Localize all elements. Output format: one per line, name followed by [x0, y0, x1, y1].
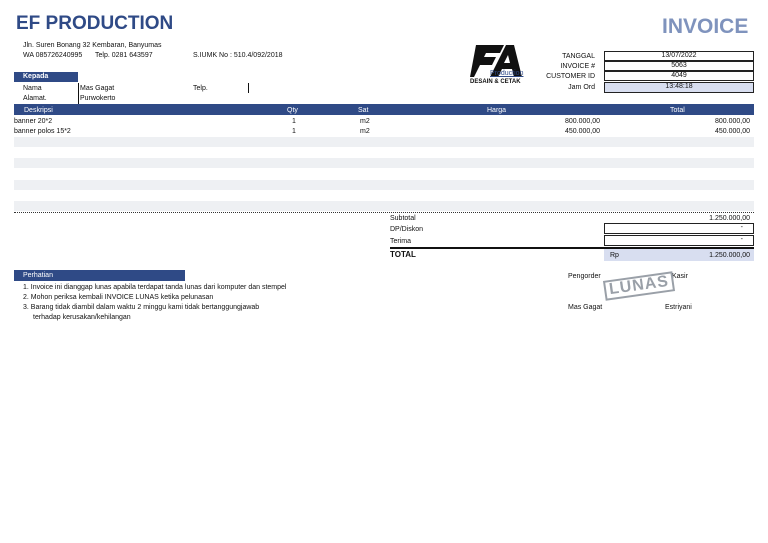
row1-harga: 800.000,00	[564, 118, 600, 125]
subtotal-label: Subtotal	[390, 215, 416, 222]
row2-sat: m2	[360, 128, 370, 135]
invoice-title: INVOICE	[662, 15, 749, 38]
company-telp: Telp. 0281 643597	[95, 52, 153, 59]
nama-value: Mas Gagat	[80, 85, 115, 92]
kepada-header: Kepada	[14, 72, 78, 82]
company-wa: WA 085726240995	[23, 52, 83, 59]
logo-production: Production	[490, 70, 524, 77]
company-logo	[470, 43, 532, 89]
total-value: 1.250.000,00	[709, 252, 750, 259]
empty-row	[14, 137, 754, 147]
table-header	[14, 104, 754, 115]
note-3: 3. Barang tidak diambil dalam waktu 2 minggu kami tidak bertanggungjawab	[23, 304, 260, 311]
telp-cursor	[248, 83, 249, 93]
invoice-number-value: 5063	[604, 61, 754, 71]
kasir-label: Kasir	[672, 273, 688, 280]
row1-sat: m2	[360, 118, 370, 125]
col-qty: Qty	[287, 107, 298, 114]
company-address: Jln. Suren Bonang 32 Kembaran, Banyumas	[23, 42, 162, 49]
kasir-name: Estriyani	[665, 304, 692, 311]
terima-label: Terima	[390, 238, 412, 245]
nama-label: Nama	[23, 85, 42, 92]
pengorder-name: Mas Gagat	[568, 304, 603, 311]
empty-row	[14, 158, 754, 168]
note-3-cont: terhadap kerusakan/kehilangan	[33, 314, 131, 321]
customer-id-value: 4049	[604, 71, 754, 81]
invoice-number-label: INVOICE #	[560, 63, 595, 70]
terima-value: -	[604, 235, 754, 246]
table-end-divider	[14, 212, 754, 213]
customer-id-label: CUSTOMER ID	[546, 73, 595, 80]
telp-label: Telp.	[193, 85, 208, 92]
note-1: 1. Invoice ini dianggap lunas apabila terdapat tanda lunas dari komputer dan stempel	[23, 284, 287, 291]
row2-harga: 450.000,00	[564, 128, 600, 135]
perhatian-header: Perhatian	[14, 270, 185, 281]
company-siumk: S.IUMK No : 510.4/092/2018	[193, 52, 283, 59]
total-label: TOTAL	[390, 250, 416, 259]
tanggal-label: TANGGAL	[562, 53, 595, 60]
alamat-value: Purwokerto	[80, 95, 116, 102]
note-2: 2. Mohon periksa kembali INVOICE LUNAS ketika pelunasan	[23, 294, 214, 301]
empty-row	[14, 180, 754, 190]
row2-total: 450.000,00	[714, 128, 750, 135]
customer-divider	[78, 83, 79, 104]
pengorder-label: Pengorder	[568, 273, 601, 280]
row1-desc: banner 20*2	[14, 118, 53, 125]
row2-desc: banner polos 15*2	[14, 128, 71, 135]
col-deskripsi: Deskripsi	[24, 107, 53, 114]
col-harga: Harga	[487, 107, 507, 114]
jam-order-label: Jam Ord	[568, 84, 595, 91]
row2-qty: 1	[292, 128, 296, 135]
empty-row	[14, 201, 754, 211]
lunas-stamp: LUNAS	[603, 271, 675, 301]
dp-value: -	[604, 223, 754, 234]
row1-total: 800.000,00	[714, 118, 750, 125]
dp-label: DP/Diskon	[390, 226, 424, 233]
col-sat: Sat	[358, 107, 369, 114]
company-name: EF PRODUCTION	[16, 13, 174, 34]
logo-tagline: DESAIN & CETAK	[470, 79, 521, 85]
alamat-label: Alamat.	[23, 95, 47, 102]
tanggal-value: 13/07/2022	[604, 51, 754, 61]
jam-order-value: 13:48:18	[604, 82, 754, 93]
col-total: Total	[670, 107, 685, 114]
subtotal-value: 1.250.000,00	[709, 215, 750, 222]
total-currency: Rp	[610, 252, 619, 259]
row1-qty: 1	[292, 118, 296, 125]
